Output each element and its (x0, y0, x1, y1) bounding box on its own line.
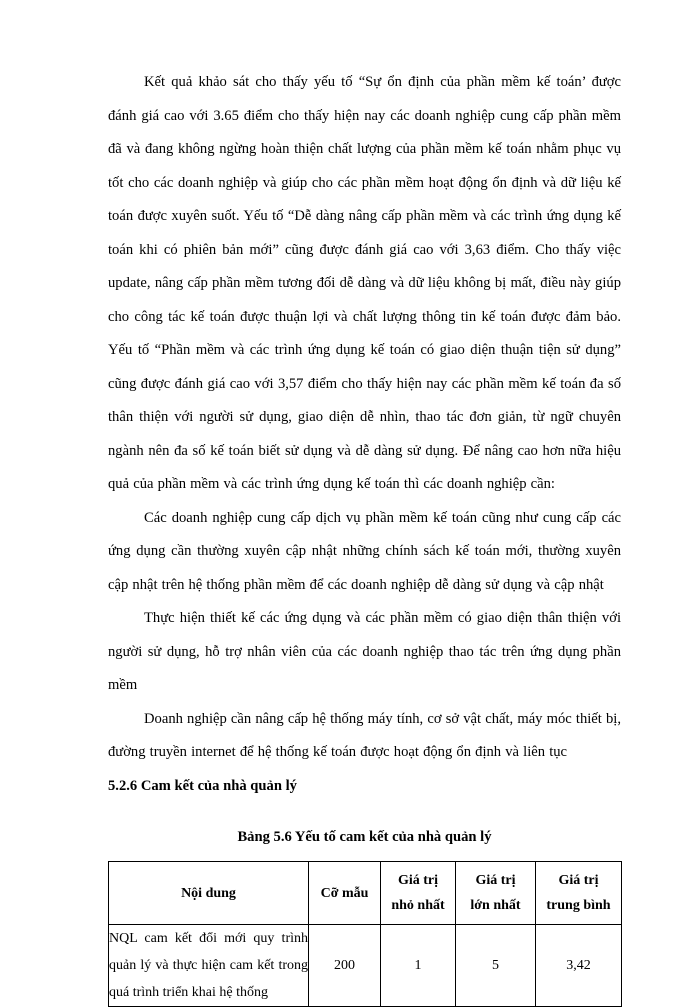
paragraph-2: Các doanh nghiệp cung cấp dịch vụ phần mềm kế toán cũng như cung cấp các ứng dụng cần thường xuyên cập nhật những chính sách kế toán mới, thường xuyên cập nhật trên hệ thống phần mềm để các doanh nghiệp dễ dàng sử dụng và cập nhật (108, 509, 621, 593)
table-header-row (109, 862, 622, 925)
table-header-mean (536, 862, 622, 925)
paragraph-4: Doanh nghiệp cần nâng cấp hệ thống máy tính, cơ sở vật chất, máy móc thiết bị, đường truyền internet để hệ thống kế toán được hoạt động ổn định và liên tục (108, 710, 621, 760)
section-heading-5-2-6: 5.2.6 Cam kết của nhà quản lý (108, 777, 297, 794)
cell-content: NQL cam kết đổi mới quy trình quản lý và thực hiện cam kết trong quá trình triển khai hệ thống (109, 925, 309, 1007)
cell-mean-value: 3,42 (536, 925, 622, 1007)
table-header-content (109, 862, 309, 925)
table-header-max (456, 862, 536, 925)
paragraph-1: Kết quả khảo sát cho thấy yếu tố “Sự ổn định của phần mềm kế toán’ được đánh giá cao với 3.65 điểm cho thấy hiện nay các doanh nghiệp cung cấp phần mềm đã và đang không ngừng hoàn thiện chất lượng của phần mềm kế toán nhằm phục vụ tốt cho các doanh nghiệp và giúp cho các phần mềm hoạt động ổn định và dữ liệu kế toán được xuyên suốt. Yếu tố “Dễ dàng nâng cấp phần mềm và các trình ứng dụng kế toán khi có phiên bản mới” cũng được đánh giá cao với 3,63 điểm. Cho thấy việc update, nâng cấp phần mềm tương đối dễ dàng và dữ liệu không bị mất, điều này giúp cho công tác kế toán được thuận lợi và chất lượng thông tin kế toán được đảm bảo. Yếu tố “Phần mềm và các trình ứng dụng kế toán có giao diện thuận tiện sử dụng” cũng được đánh giá cao với 3,57 điểm cho thấy hiện nay các phần mềm kế toán đa số thân thiện với người sử dụng, giao diện dễ nhìn, thao tác đơn giản, từ ngữ chuyên ngành nên đa số kế toán biết sử dụng và dễ dàng sử dụng. Để nâng cao hơn nữa hiệu quả của phần mềm và các trình ứng dụng kế toán thì các doanh nghiệp cần: (108, 74, 621, 492)
cell-sample-size: 200 (309, 925, 381, 1007)
table-caption: Bảng 5.6 Yếu tố cam kết của nhà quản lý (237, 829, 492, 845)
table-header-min-line2: nhỏ nhất (391, 898, 445, 913)
table-header-min (381, 862, 456, 925)
table-header-min-line1: Giá trị (397, 873, 439, 888)
table-header-sample-size-line1: Cỡ mẫu (320, 885, 369, 901)
cell-min-value: 1 (381, 925, 456, 1007)
table-head (109, 862, 622, 925)
table-header-content-line1: Nội dung (181, 885, 236, 901)
paragraph-3: Thực hiện thiết kế các ứng dụng và các phần mềm có giao diện thân thiện với người sử dụng, hỗ trợ nhân viên của các doanh nghiệp thao tác trên ứng dụng phần mềm (108, 610, 621, 693)
table-header-sample-size (309, 862, 381, 925)
cell-max-value: 5 (456, 925, 536, 1007)
table-header-max-line2: lớn nhất (470, 898, 521, 913)
document-content (108, 66, 621, 1007)
table-header-mean-line1: Giá trị (558, 873, 599, 888)
table-row (109, 925, 622, 1007)
commitment-table (108, 861, 622, 1007)
table-header-max-line1: Giá trị (475, 873, 516, 888)
table-body (109, 925, 622, 1007)
table-header-mean-line2: trung bình (546, 898, 611, 913)
